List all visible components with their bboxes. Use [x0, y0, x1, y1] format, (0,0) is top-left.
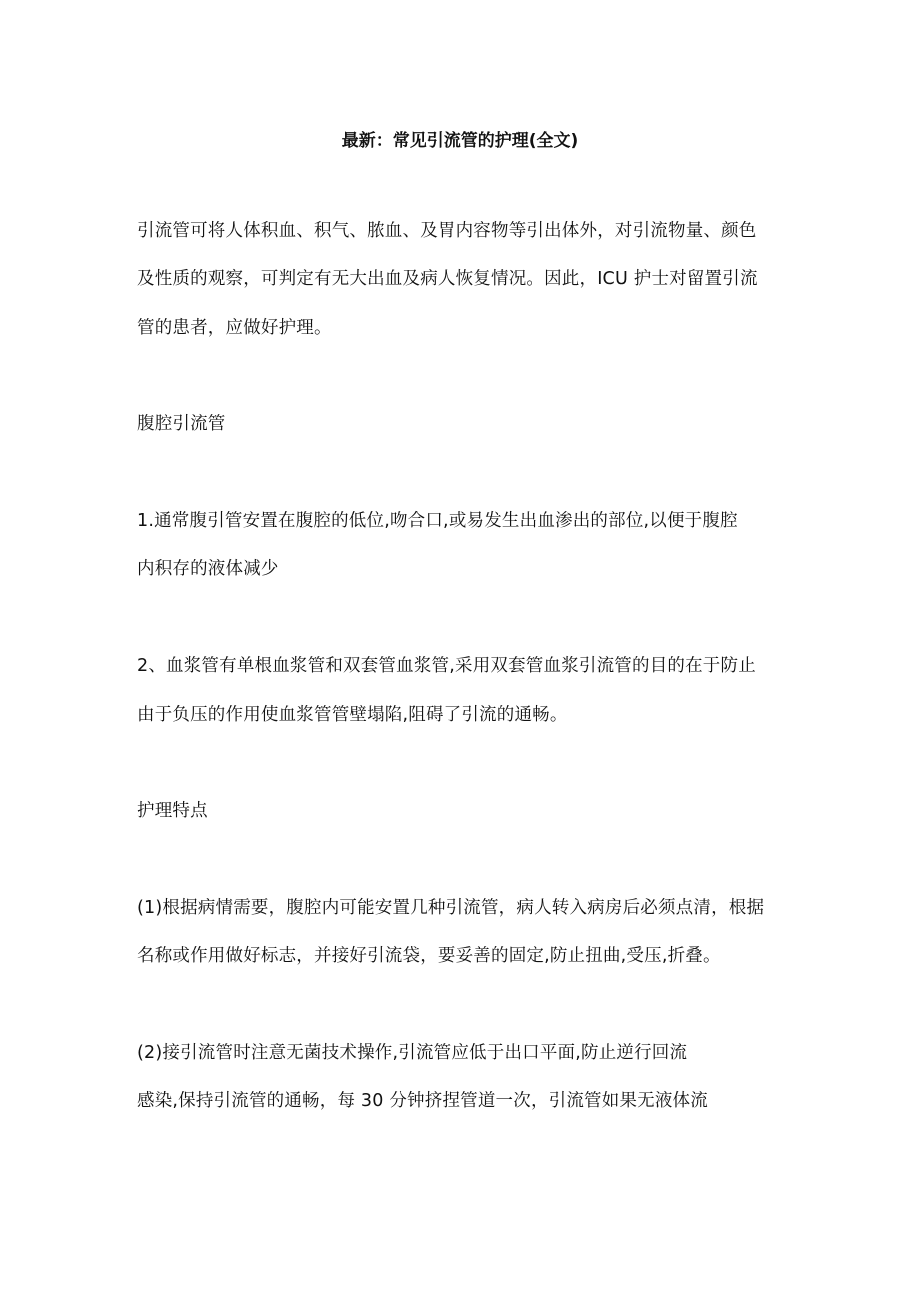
section-heading-care-features: 护理特点 [137, 801, 208, 821]
intro-line-1: 引流管可将人体积血、积气、脓血、及胃内容物等引出体外，对引流物量、颜色 [137, 221, 757, 241]
care1-line-1: (1)根据病情需要，腹腔内可能安置几种引流管，病人转入病房后必须点清，根据 [137, 898, 765, 918]
intro-line-2: 及性质的观察，可判定有无大出血及病人恢复情况。因此，ICU 护士对留置引流 [137, 269, 758, 289]
care1-line-2: 名称或作用做好标志，并接好引流袋，要妥善的固定,防止扭曲,受压,折叠。 [137, 946, 721, 966]
document-title: 最新：常见引流管的护理(全文) [341, 131, 579, 151]
item2-line-1: 2、血浆管有单根血浆管和双套管血浆管,采用双套管血浆引流管的目的在于防止 [137, 656, 756, 676]
care2-line-1: (2)接引流管时注意无菌技术操作,引流管应低于出口平面,防止逆行回流 [137, 1043, 688, 1063]
item1-line-1: 1.通常腹引管安置在腹腔的低位,吻合口,或易发生出血渗出的部位,以便于腹腔 [137, 511, 738, 531]
section-heading-abdominal-drain: 腹腔引流管 [137, 414, 226, 434]
intro-line-3: 管的患者，应做好护理。 [137, 318, 332, 338]
item1-line-2: 内积存的液体减少 [137, 559, 279, 579]
item2-line-2: 由于负压的作用使血浆管管壁塌陷,阻碍了引流的通畅。 [137, 705, 568, 725]
care2-line-2: 感染,保持引流管的通畅，每 30 分钟挤捏管道一次，引流管如果无液体流 [137, 1091, 708, 1111]
